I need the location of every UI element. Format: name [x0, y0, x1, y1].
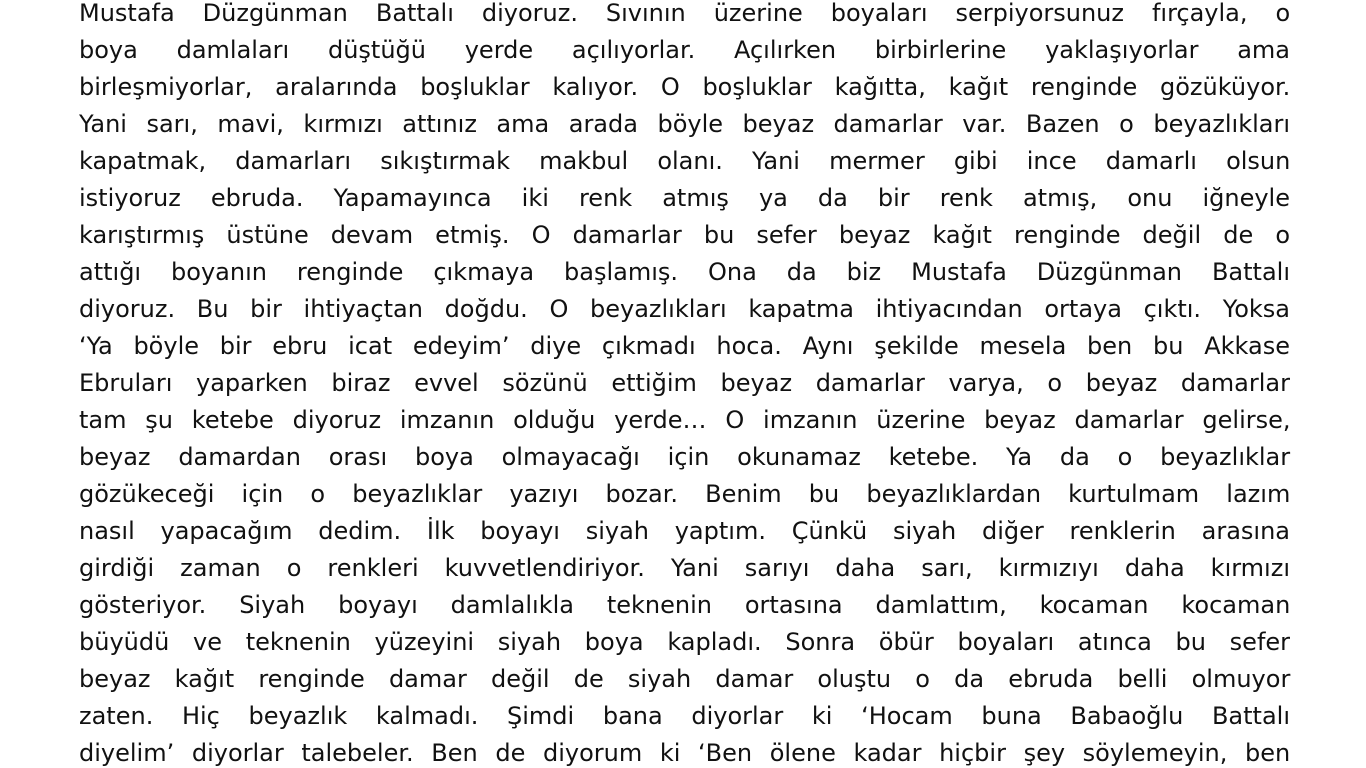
text-line: diyoruz. Bu bir ihtiyaçtan doğdu. O beyazlıkları kapatma ihtiyacından ortaya çıktı. Yoksa [79, 295, 1290, 323]
text-line: birleşmiyorlar, aralarında boşluklar kalıyor. O boşluklar kağıtta, kağıt renginde gözüküyor. [79, 73, 1291, 101]
text-line: Ebruları yaparken biraz evvel sözünü ettiğim beyaz damarlar varya, o beyaz damarlar [79, 369, 1290, 397]
text-line: tam şu ketebe diyoruz imzanın olduğu yerde… O imzanın üzerine beyaz damarlar gelirse, [79, 406, 1291, 434]
text-line: istiyoruz ebruda. Yapamayınca iki renk atmış ya da bir renk atmış, onu iğneyle [79, 184, 1290, 212]
text-line: gösteriyor. Siyah boyayı damlalıkla teknenin ortasına damlattım, kocaman kocaman [79, 591, 1291, 619]
text-line: zaten. Hiç beyazlık kalmadı. Şimdi bana diyorlar ki ‘Hocam buna Babaoğlu Battalı [79, 702, 1290, 730]
text-line: boya damlaları düştüğü yerde açılıyorlar. Açılırken birbirlerine yaklaşıyorlar ama [79, 36, 1290, 64]
text-line: girdiği zaman o renkleri kuvvetlendiriyor. Yani sarıyı daha sarı, kırmızıyı daha kırmızı [79, 554, 1290, 582]
text-line: kapatmak, damarları sıkıştırmak makbul olanı. Yani mermer gibi ince damarlı olsun [79, 147, 1291, 175]
text-line: Mustafa Düzgünman Battalı diyoruz. Sıvının üzerine boyaları serpiyorsunuz fırçayla, o [79, 0, 1291, 27]
text-line: karıştırmış üstüne devam etmiş. O damarlar bu sefer beyaz kağıt renginde değil de o [79, 221, 1290, 249]
text-line: büyüdü ve teknenin yüzeyini siyah boya kapladı. Sonra öbür boyaları atınca bu sefer [79, 628, 1291, 656]
text-line: Yani sarı, mavi, kırmızı attınız ama arada böyle beyaz damarlar var. Bazen o beyazlıkları [79, 110, 1290, 138]
text-line: attığı boyanın renginde çıkmaya başlamış. Ona da biz Mustafa Düzgünman Battalı [79, 258, 1290, 286]
text-line: ‘Ya böyle bir ebru icat edeyim’ diye çıkmadı hoca. Aynı şekilde mesela ben bu Akkase [79, 332, 1290, 360]
text-line: beyaz kağıt renginde damar değil de siyah damar oluştu o da ebruda belli olmuyor [79, 665, 1291, 693]
text-line: diyelim’ diyorlar talebeler. Ben de diyorum ki ‘Ben ölene kadar hiçbir şey söylemeyin, ben [79, 739, 1291, 767]
text-line: nasıl yapacağım dedim. İlk boyayı siyah yaptım. Çünkü siyah diğer renklerin arasına [79, 517, 1290, 545]
text-line: gözükeceği için o beyazlıklar yazıyı bozar. Benim bu beyazlıklardan kurtulmam lazım [79, 480, 1291, 508]
text-line: beyaz damardan orası boya olmayacağı için okunamaz ketebe. Ya da o beyazlıklar [79, 443, 1291, 471]
body-text [79, 0, 1290, 768]
